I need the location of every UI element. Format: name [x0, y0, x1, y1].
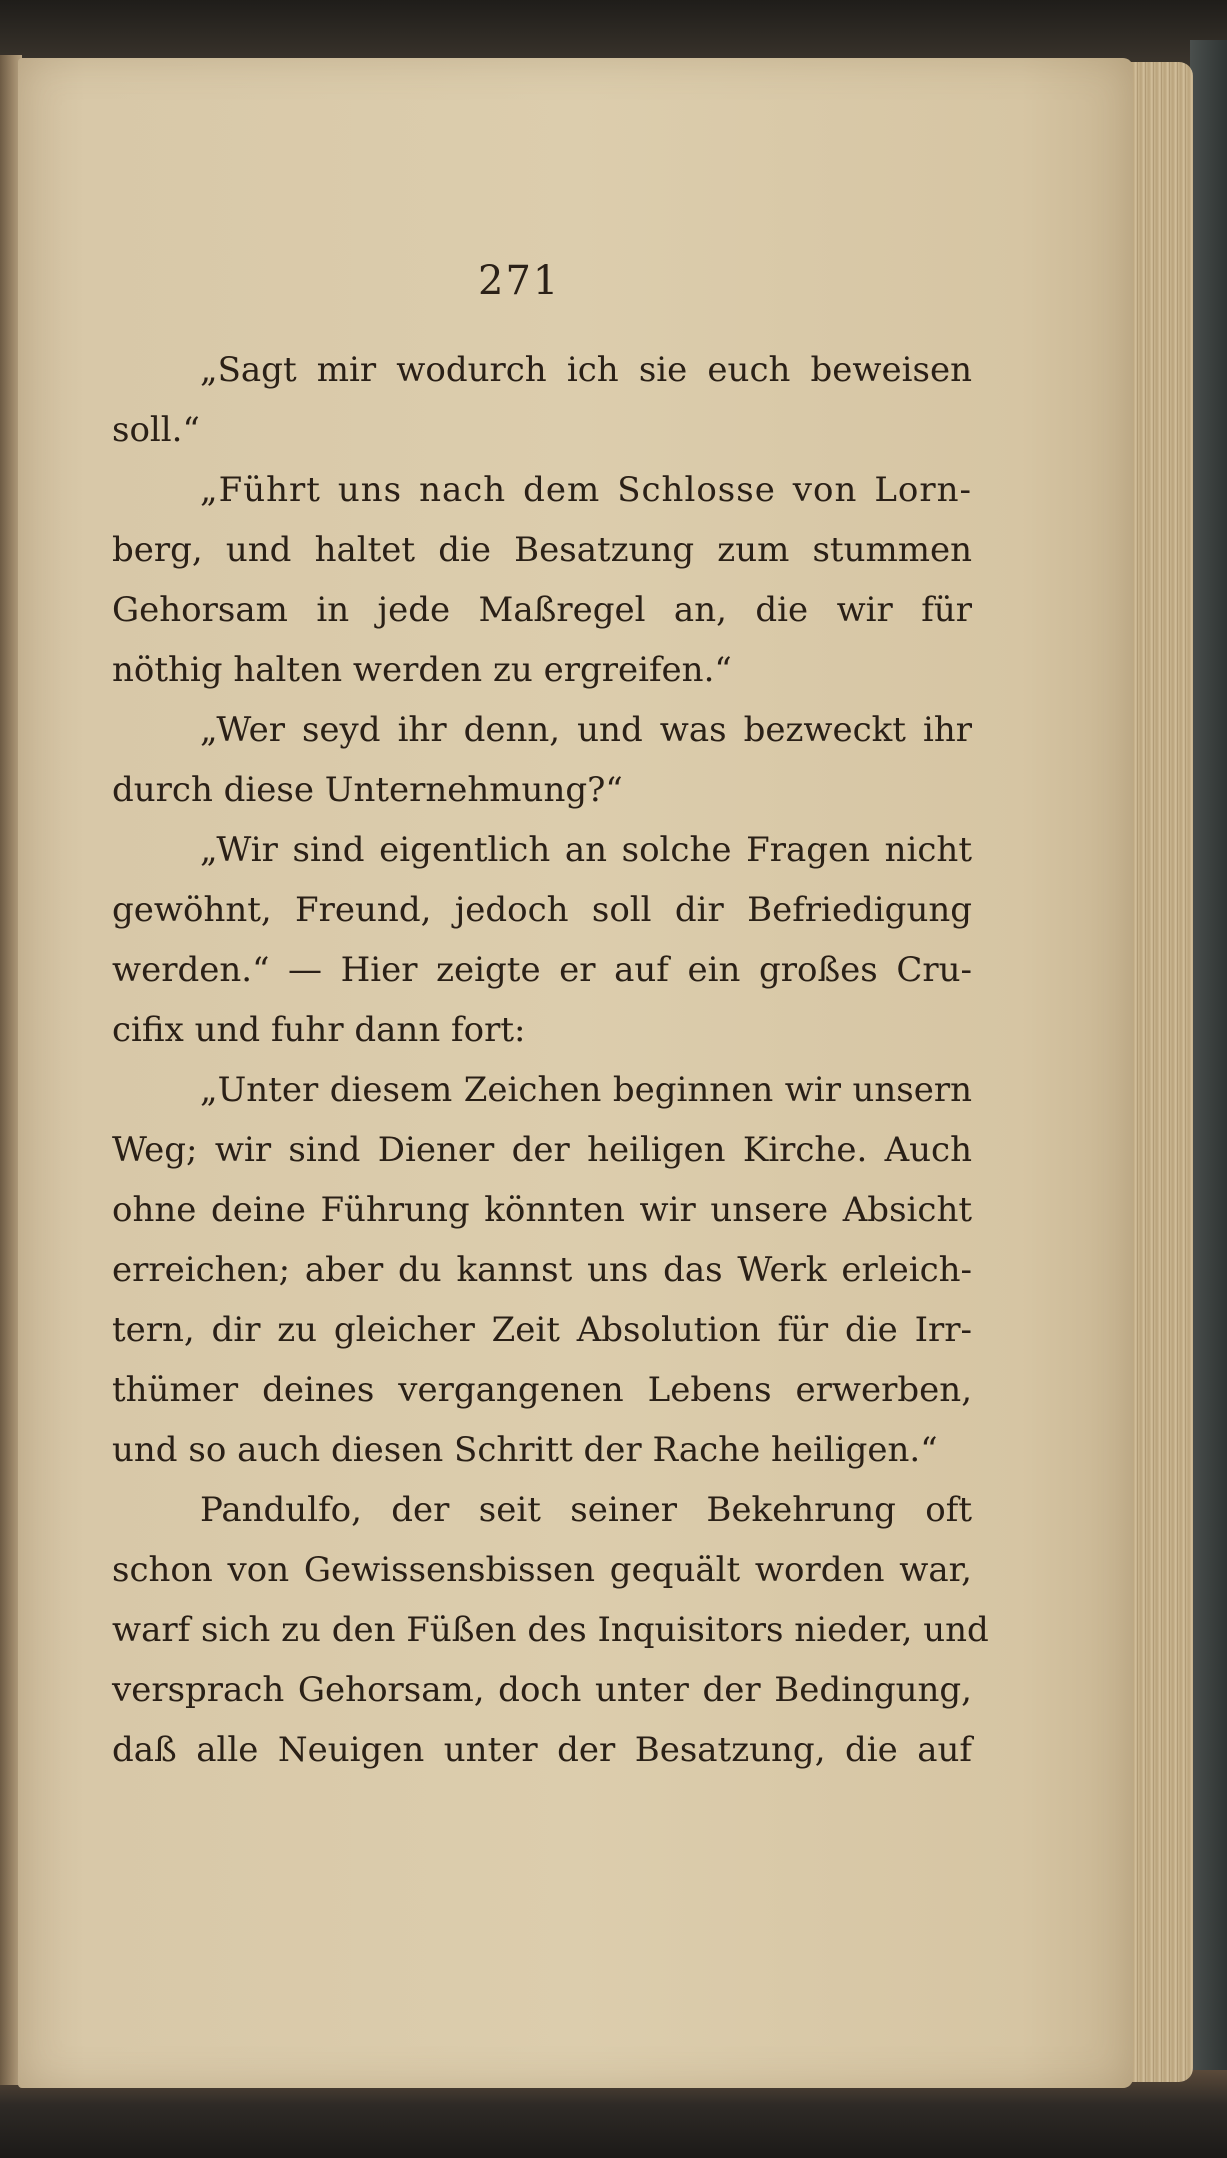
- text-line: Pandulfo, der seit seiner Bekehrung oft: [200, 1490, 972, 1530]
- text-line: „Wer seyd ihr denn, und was bezweckt ihr: [200, 710, 972, 750]
- text-line: „Wir sind eigentlich an solche Fragen nicht: [200, 830, 972, 870]
- text-line: durch diese Unternehmung?“: [112, 770, 623, 810]
- text-line: warf sich zu den Füßen des Inquisitors nieder, und: [112, 1610, 989, 1650]
- text-line: Weg; wir sind Diener der heiligen Kirche. Auch: [112, 1130, 972, 1170]
- text-line: Gehorsam in jede Maßregel an, die wir für: [112, 590, 972, 630]
- text-line: „Sagt mir wodurch ich sie euch beweisen: [200, 350, 972, 390]
- text-line: daß alle Neuigen unter der Besatzung, die auf: [112, 1730, 972, 1770]
- text-line: cifix und fuhr dann fort:: [112, 1010, 526, 1050]
- text-line: werden.“ — Hier zeigte er auf ein großes Cru-: [112, 950, 972, 990]
- text-line: berg, und haltet die Besatzung zum stummen: [112, 530, 972, 570]
- text-line: ohne deine Führung könnten wir unsere Absicht: [112, 1190, 972, 1230]
- text-line: „Unter diesem Zeichen beginnen wir unsern: [200, 1070, 972, 1110]
- text-line: und so auch diesen Schritt der Rache heiligen.“: [112, 1430, 938, 1470]
- page-number: 271: [478, 258, 561, 304]
- book-cover-right: [1190, 40, 1227, 2110]
- text-line: nöthig halten werden zu ergreifen.“: [112, 650, 732, 690]
- text-line: erreichen; aber du kannst uns das Werk erleich-: [112, 1250, 972, 1290]
- text-line: thümer deines vergangenen Lebens erwerben,: [112, 1370, 972, 1410]
- text-line: soll.“: [112, 410, 200, 450]
- text-line: versprach Gehorsam, doch unter der Bedingung,: [112, 1670, 972, 1710]
- text-line: tern, dir zu gleicher Zeit Absolution für die Irr-: [112, 1310, 972, 1350]
- text-line: schon von Gewissensbissen gequält worden war,: [112, 1550, 972, 1590]
- text-line: „Führt uns nach dem Schlosse von Lorn-: [200, 470, 972, 510]
- text-line: gewöhnt, Freund, jedoch soll dir Befriedigung: [112, 890, 972, 930]
